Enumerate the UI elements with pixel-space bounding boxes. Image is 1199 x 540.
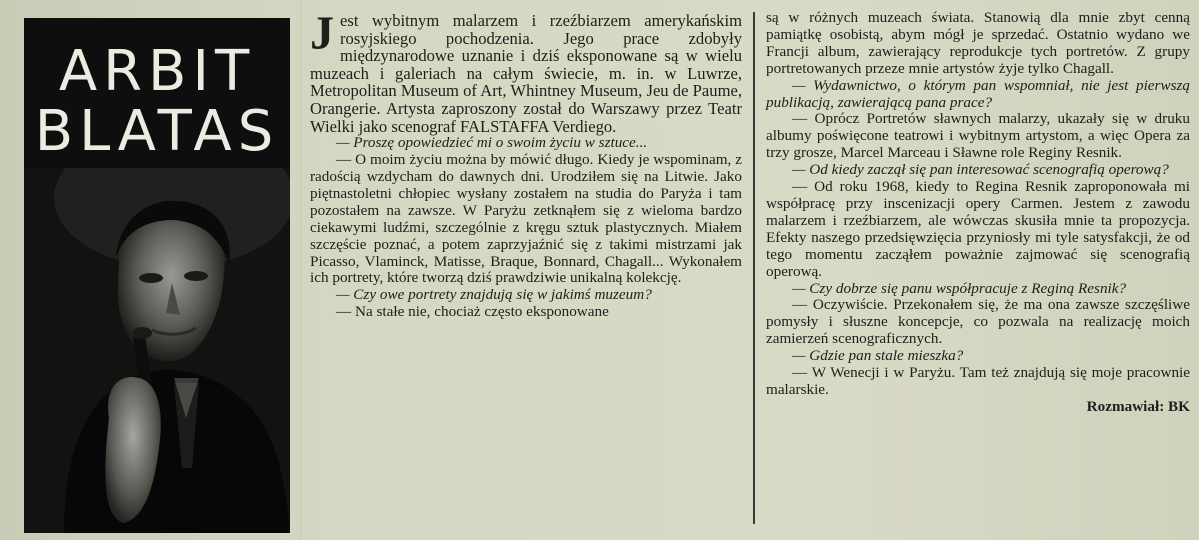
interview-question: — Czy owe portrety znajdują się w jakimś muzeum? [336,286,652,304]
column-rule [753,12,755,524]
interview-question: — Wydawnictwo, o którym pan wspomniał, nie jest pierwszą publikacją, zawierającą pana prace? [766,76,1190,111]
interview-answer: — Na stałe nie, chociaż często eksponowane [336,303,609,321]
interview-answer: — Od roku 1968, kiedy to Regina Resnik zaproponowała mi współpracę przy inscenizacji opery Carmen. Jestem z zawodu malarzem i rzeźbiarzem, ale wówczas skusiła mnie ta propozycja. Efekty naszego przedsięwzięcia przyniosły mi tyle satysfakcji, że od tego momentu zacząłem poważnie zajmować się scenografią operową. [766,178,1190,280]
interview-question: — Od kiedy zaczął się pan interesować scenografią operową? [792,161,1169,179]
interview-answer: — Oczywiście. Przekonałem się, że ma ona zawsze szczęśliwe pomysły i słuszne koncepcje, co pozwala na realizację moich zamierzeń scenograficznych. [766,296,1190,348]
headline-line-1: ARBIT [58,39,256,104]
interview-answer: — W Wenecji i w Paryżu. Tam też znajdują się moje pracownie malarskie. [766,364,1190,398]
article-column-2 [766,10,1190,416]
interview-question: — Czy dobrze się panu współpracuje z Reginą Resnik? [792,279,1127,297]
paper-fold [300,0,301,540]
headline-line-2: BLATAS [34,99,280,164]
portrait-photo [24,168,290,533]
drop-cap: J [310,7,334,60]
article-column-1 [310,7,742,321]
lead-paragraph [310,7,742,136]
headline [24,39,290,164]
interview-answer: — Oprócz Portretów sławnych malarzy, ukazały się w druku albumy poświęcone teatrowi i wybitnym artystom, a więc Opera za trzy grosze, Marcel Marceau i Sławne role Reginy Resnik. [766,110,1190,162]
byline: Rozmawiał: BK [1086,397,1190,415]
photo-panel [24,18,290,533]
interview-question: — Proszę opowiedzieć mi o swoim życiu w sztuce... [336,134,648,152]
interview-question: — Gdzie pan stale mieszka? [792,347,964,365]
interview-answer-continued: są w różnych muzeach świata. Stanowią dla mnie zbyt cenną pamiątkę osobistą, abym mógł je sprzedać. Ostatnio wydano we Francji album, zawierający reprodukcje tych portretów. Z grupy portretowanych przeze mnie artystów żyje tylko Chagall. [766,9,1190,77]
lead-text: est wybitnym malarzem i rzeźbiarzem amerykańskim rosyjskiego pochodzenia. Jego prace zdobyły międzynarodowe uznanie i dziś eksponowane są w wielu muzeach i galeriach na całym świecie, m. in. w Luwrze, Metropolitan Museum of Art, Whintney Museum, Jeu de Paume, Orangerie. Artysta zaproszony został do Warszawy przez Teatr Wielki jako scenograf FALSTAFFA Verdiego. [310,11,742,136]
interview-answer: — O moim życiu można by mówić długo. Kiedy je wspominam, z radością wzdycham do dawnych dni. Urodziłem się na Litwie. Jako piętnastoletni chłopiec wysłany zostałem na studia do Paryża i tam pozostałem na zawsze. W Paryżu zetknąłem się z wieloma bardzo ciekawymi ludźmi, szczególnie z kręgu sztuk plastycznych. Miałem szczęście poznać, a potem zaprzyjaźnić się z takimi mistrzami jak Picasso, Vlaminck, Matisse, Braque, Bonnard, Chagall... Wykonałem ich portrety, które tworzą dziś prawdziwie unikalną kolekcję. [310,151,742,287]
